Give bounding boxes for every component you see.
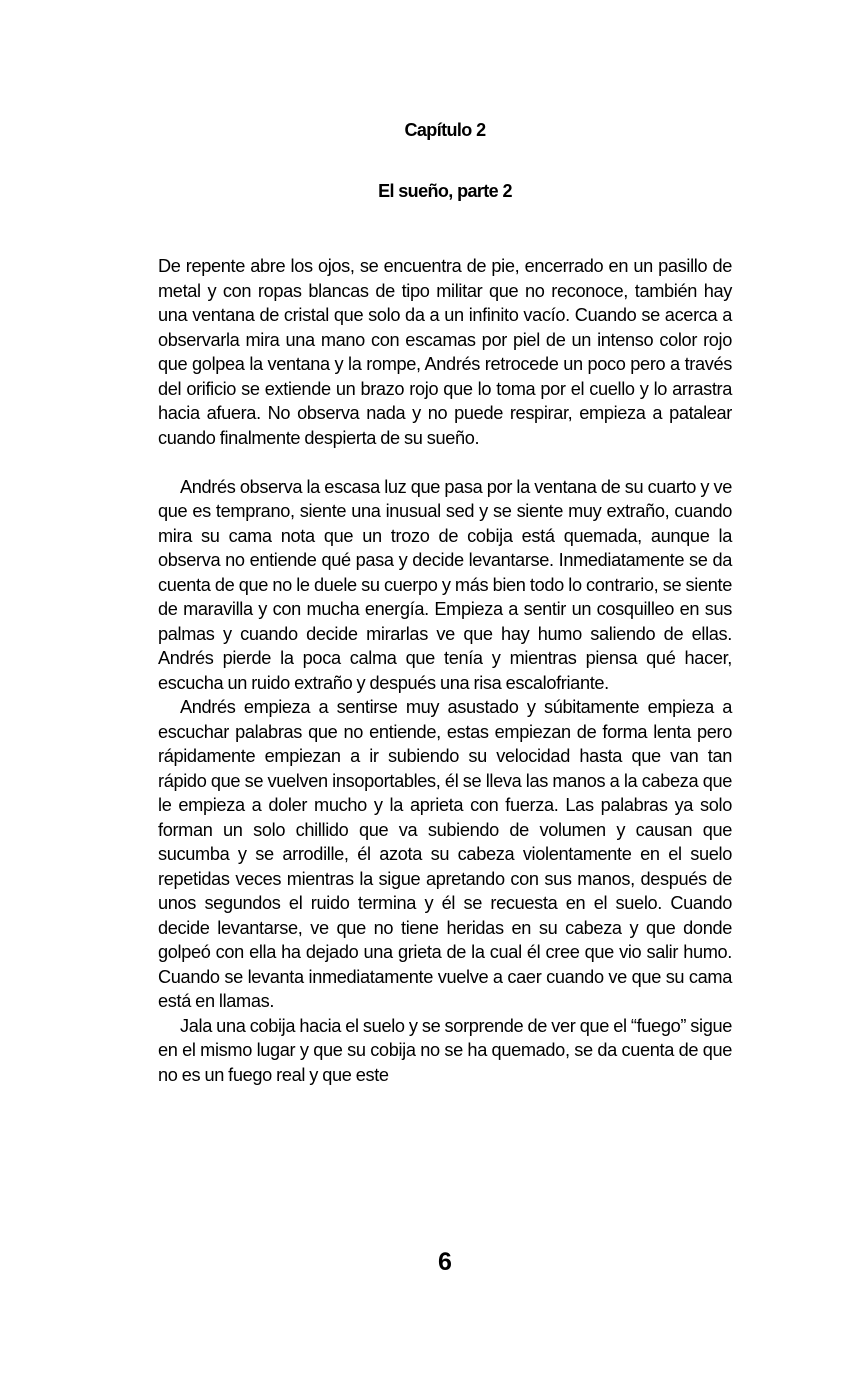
paragraph: Andrés empieza a sentirse muy asustado y súbitamente empieza a escuchar palabras que no entiende, estas empiezan de forma lenta pero rápidamente empiezan a ir subiendo su velocidad hasta que van tan rápido que se vuelven insoportables, él se lleva las manos a la cabeza que le empieza a doler mucho y la aprieta con fuerza. Las palabras ya solo forman un solo chillido que va subiendo de volumen y causan que sucumba y se arrodille, él azota su cabeza violentamente en el suelo repetidas veces mientras la sigue apretando con sus manos, después de unos segundos el ruido termina y él se recuesta en el suelo. Cuando decide levantarse, ve que no tiene heridas en su cabeza y que donde golpeó con ella ha dejado una grieta de la cual él cree que vio salir humo. Cuando se levanta inmediatamente vuelve a caer cuando ve que su cama está en llamas. [158, 697, 732, 1011]
section-title: El sueño, parte 2 [378, 181, 512, 201]
paragraph: De repente abre los ojos, se encuentra de pie, encerrado en un pasillo de metal y con ropas blancas de tipo militar que no reconoce, también hay una ventana de cristal que solo da a un infinito vacío. Cuando se acerca a observarla mira una mano con escamas por piel de un intenso color rojo que golpea la ventana y la rompe, Andrés retrocede un poco pero a través del orificio se extiende un brazo rojo que lo toma por el cuello y lo arrastra hacia afuera. No observa nada y no puede respirar, empieza a patalear cuando finalmente despierta de su sueño. [158, 256, 732, 448]
paragraph: Andrés observa la escasa luz que pasa por la ventana de su cuarto y ve que es temprano, siente una inusual sed y se siente muy extraño, cuando mira su cama nota que un trozo de cobija está quemada, aunque la observa no entiende qué pasa y decide levantarse. Inmediatamente se da cuenta de que no le duele su cuerpo y más bien todo lo contrario, se siente de maravilla y con mucha energía. Empieza a sentir un cosquilleo en sus palmas y cuando decide mirarlas ve que hay humo saliendo de ellas. Andrés pierde la poca calma que tenía y mientras piensa qué hacer, escucha un ruido extraño y después una risa escalofriante. [158, 476, 732, 693]
body-text [158, 254, 732, 1087]
paragraph: Jala una cobija hacia el suelo y se sorprende de ver que el “fuego” sigue en el mismo lugar y que su cobija no se ha quemado, se da cuenta de que no es un fuego real y que este [158, 1015, 732, 1085]
chapter-title: Capítulo 2 [404, 120, 486, 140]
page-number: 6 [438, 1248, 452, 1276]
